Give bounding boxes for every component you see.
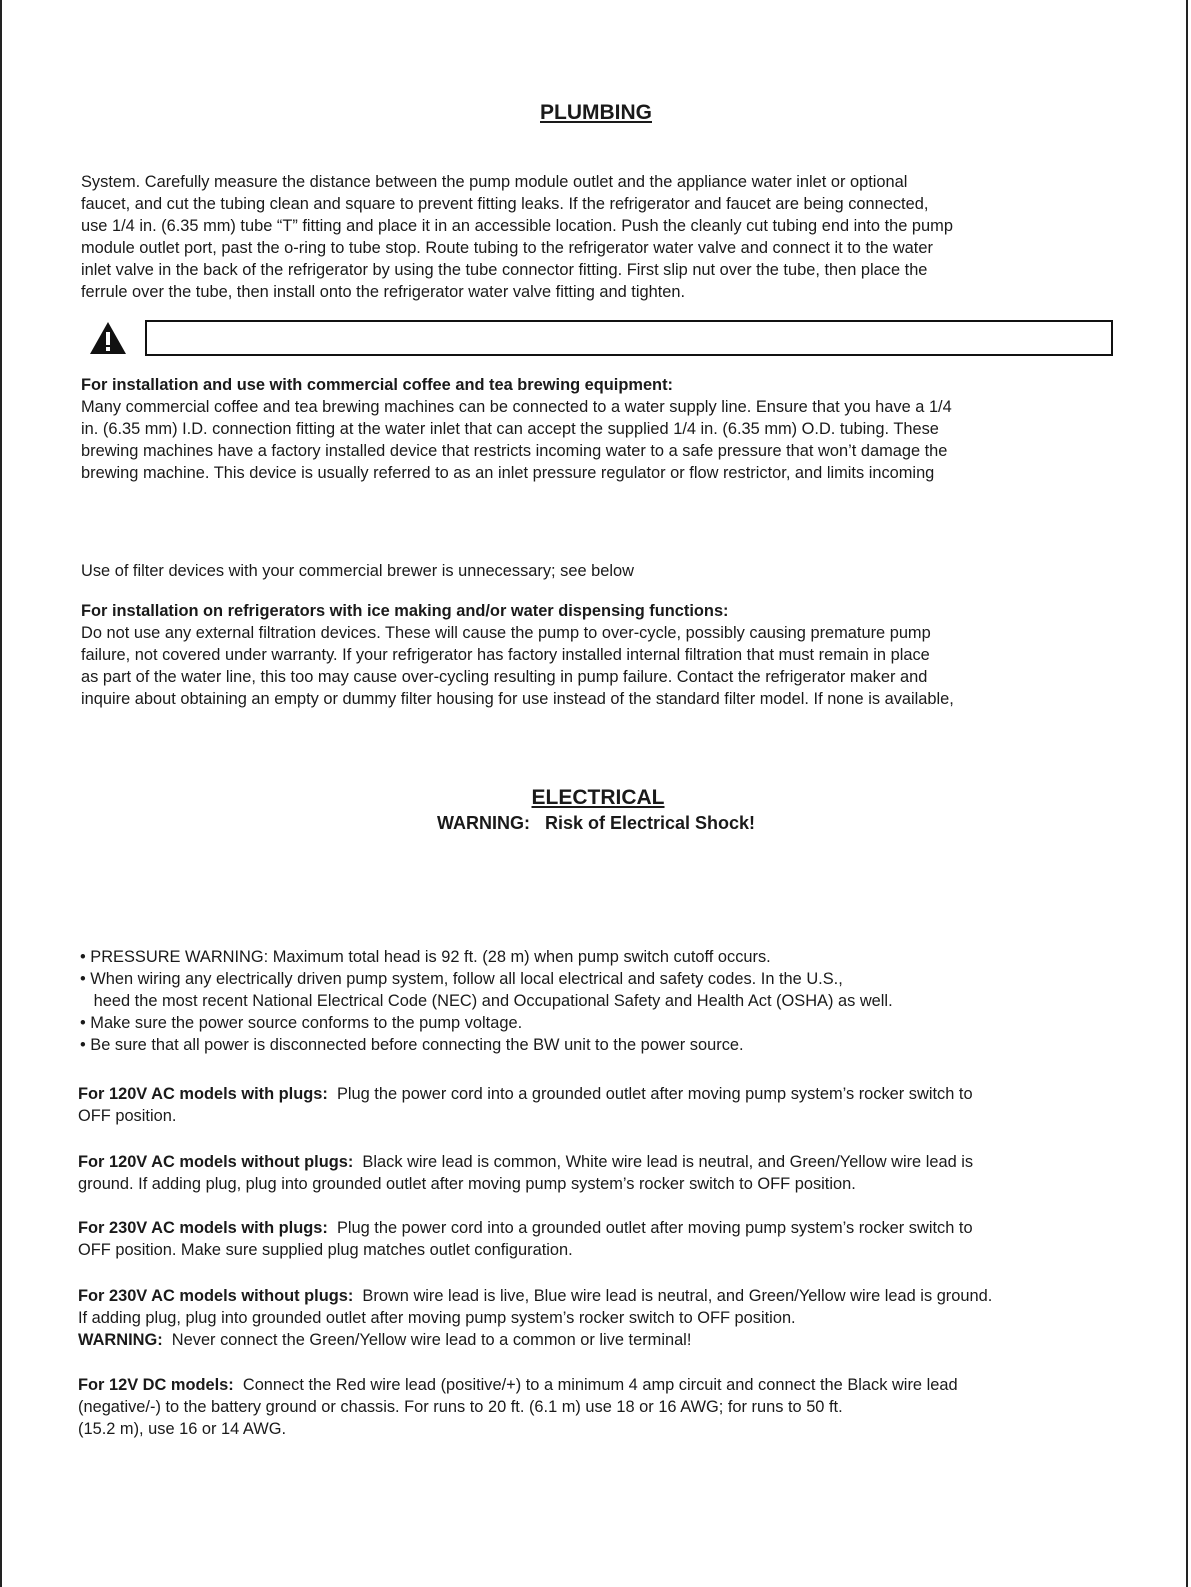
text-line: failure, not covered under warranty. If your refrigerator has factory installed internal filtration that must remain in place (81, 646, 930, 664)
bullet-item: • PRESSURE WARNING: Maximum total head is 92 ft. (28 m) when pump switch cutoff occurs. (80, 948, 771, 966)
bullet-item: • When wiring any electrically driven pump system, follow all local electrical and safety codes. In the U.S., (80, 970, 843, 988)
warning-box (145, 320, 1113, 356)
section-first-line (78, 1151, 973, 1173)
electrical-bullets (80, 946, 893, 1056)
shock-warning (296, 813, 896, 834)
section-label: For 230V AC models with plugs: (78, 1219, 328, 1237)
shock-warning-label: WARNING: (436, 813, 530, 833)
section-label: For 120V AC models with plugs: (78, 1085, 328, 1103)
bullet-item: • Be sure that all power is disconnected before connecting the BW unit to the power source. (80, 1036, 744, 1054)
text-line: Many commercial coffee and tea brewing machines can be connected to a water supply line. Ensure that you have a 1/4 (81, 398, 952, 416)
text-line: faucet, and cut the tubing clean and square to prevent fitting leaks. If the refrigerator and faucet are being connected, (81, 195, 929, 213)
section-label: For 12V DC models: (78, 1376, 234, 1394)
fridge-section (81, 600, 954, 710)
section-first-line (78, 1285, 992, 1307)
text-line: inlet valve in the back of the refrigerator by using the tube connector fitting. First slip nut over the tube, then place the (81, 261, 928, 279)
final-warning-text: Never connect the Green/Yellow wire lead to a common or live terminal! (162, 1331, 692, 1349)
shock-warning-text: Risk of Electrical Shock! (544, 813, 756, 833)
text-line: ground. If adding plug, plug into grounded outlet after moving pump system’s rocker switch to OFF position. (78, 1175, 856, 1193)
bullet-item: • Make sure the power source conforms to the pump voltage. (80, 1014, 523, 1032)
coffee-section (81, 374, 952, 484)
text-line: in. (6.35 mm) I.D. connection fitting at the water inlet that can accept the supplied 1/4 in. (6.35 mm) O.D. tubing. These (81, 420, 939, 438)
final-warning (78, 1329, 992, 1351)
section-text: Plug the power cord into a grounded outlet after moving pump system’s rocker switch to (327, 1085, 973, 1103)
section-text: Black wire lead is common, White wire lead is neutral, and Green/Yellow wire lead is (353, 1153, 974, 1171)
coffee-heading: For installation and use with commercial coffee and tea brewing equipment: (81, 376, 673, 394)
text-line: module outlet port, past the o-ring to tube stop. Route tubing to the refrigerator water valve and connect it to the water (81, 239, 933, 257)
plumbing-intro (81, 171, 953, 303)
text-line: brewing machines have a factory installed device that restricts incoming water to a safe pressure that won’t damage the (81, 442, 948, 460)
section-first-line (78, 1374, 958, 1396)
text-line: System. Carefully measure the distance between the pump module outlet and the appliance water inlet or optional (81, 173, 908, 191)
fridge-heading: For installation on refrigerators with ice making and/or water dispensing functions: (81, 602, 729, 620)
section-label: For 120V AC models without plugs: (78, 1153, 354, 1171)
section-text: Brown wire lead is live, Blue wire lead is neutral, and Green/Yellow wire lead is ground. (353, 1287, 993, 1305)
section-120v-no-plugs (78, 1151, 973, 1195)
bullet-item: heed the most recent National Electrical Code (NEC) and Occupational Safety and Health Act (OSHA) as well. (80, 992, 893, 1010)
text-line: inquire about obtaining an empty or dummy filter housing for use instead of the standard filter model. If none is available, (81, 690, 954, 708)
text-line: as part of the water line, this too may cause over-cycling resulting in pump failure. Contact the refrigerator maker and (81, 668, 928, 686)
section-first-line (78, 1083, 973, 1105)
plumbing-title: PLUMBING (540, 101, 652, 124)
section-120v-plugs (78, 1083, 973, 1127)
section-230v-no-plugs (78, 1285, 992, 1351)
section-text: Connect the Red wire lead (positive/+) to a minimum 4 amp circuit and connect the Black wire lead (233, 1376, 958, 1394)
final-warning-label: WARNING: (78, 1331, 163, 1349)
section-230v-plugs (78, 1217, 973, 1261)
text-line: (15.2 m), use 16 or 14 AWG. (78, 1420, 287, 1438)
section-12v-dc (78, 1374, 958, 1440)
text-line: Do not use any external filtration devices. These will cause the pump to over-cycle, possibly causing premature pump (81, 624, 931, 642)
warning-triangle-icon (88, 320, 128, 356)
section-first-line (78, 1217, 973, 1239)
text-line: If adding plug, plug into grounded outlet after moving pump system’s rocker switch to OFF position. (78, 1309, 796, 1327)
text-line: brewing machine. This device is usually referred to as an inlet pressure regulator or flow restrictor, and limits incoming (81, 464, 935, 482)
text-line: OFF position. (78, 1107, 177, 1125)
section-label: For 230V AC models without plugs: (78, 1287, 354, 1305)
text-line: ferrule over the tube, then install onto the refrigerator water valve fitting and tighten. (81, 283, 686, 301)
text-line: (negative/-) to the battery ground or chassis. For runs to 20 ft. (6.1 m) use 18 or 16 AWG; for runs to 50 ft. (78, 1398, 843, 1416)
section-text: Plug the power cord into a grounded outlet after moving pump system’s rocker switch to (327, 1219, 973, 1237)
text-line: use 1/4 in. (6.35 mm) tube “T” fitting and place it in an accessible location. Push the cleanly cut tubing end into the pump (81, 217, 953, 235)
filter-note: Use of filter devices with your commercial brewer is unnecessary; see below (81, 562, 634, 580)
electrical-title: ELECTRICAL (531, 786, 665, 809)
text-line: OFF position. Make sure supplied plug matches outlet configuration. (78, 1241, 573, 1259)
